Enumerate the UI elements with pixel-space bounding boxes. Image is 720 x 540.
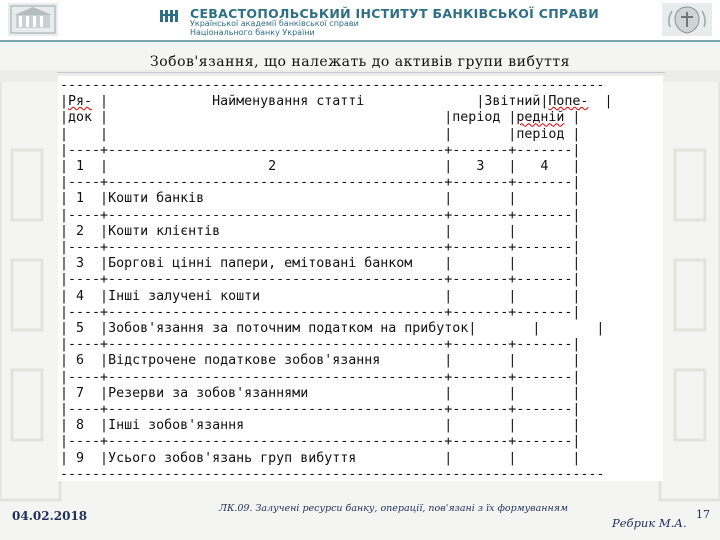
row-item-name: Боргові цінні папери, емітовані банком	[108, 256, 413, 272]
row-item-name: Відстрочене податкове зобов'язання	[108, 353, 381, 369]
row-item-name: Усього зобов'язань груп вибуття	[108, 450, 357, 466]
slide-title: Зобов'язання, що належать до активів групи вибуття	[150, 54, 570, 70]
title-underline	[57, 72, 665, 73]
institute-affiliation	[190, 20, 359, 37]
header-previous-period-line3: період	[516, 126, 565, 142]
header-item-name: Найменування статті	[212, 94, 365, 110]
header-current-period-line1: Звітний	[484, 94, 541, 110]
institute-affiliation-line2: Національного банку України	[190, 27, 315, 37]
header-row-label-line2: док	[68, 110, 93, 126]
header-divider	[0, 40, 720, 42]
row-number: 8	[76, 418, 85, 434]
page-number: 17	[696, 508, 710, 521]
row-item-name: Кошти клієнтів	[108, 223, 221, 239]
footer-date: 04.02.2018	[12, 509, 88, 523]
column-number-2: 2	[268, 159, 277, 175]
institute-emblem-left	[8, 3, 58, 36]
row-number: 6	[76, 353, 85, 369]
row-item-name: Зобов'язання за поточним податком на прибуток	[108, 321, 469, 337]
institute-logo-icon	[160, 8, 178, 24]
row-item-name: Резерви за зобов'язаннями	[108, 385, 309, 401]
row-number: 5	[76, 321, 85, 337]
column-number-1: 1	[76, 159, 85, 175]
header-banner	[0, 0, 720, 40]
header-current-period-line2: період	[452, 110, 501, 126]
footer-course-title: ЛК.09. Залучені ресурси банку, операції, пов'язані з їх формуванням	[219, 503, 568, 514]
header-previous-period-line1: Попе-	[548, 94, 589, 110]
header-row-label-line1: Ря-	[68, 94, 93, 110]
institute-name: СЕВАСТОПОЛЬСЬКИЙ ІНСТИТУТ БАНКІВСЬКОЇ СПРАВИ	[190, 6, 600, 21]
header-previous-period-line2: редній	[516, 110, 565, 126]
liabilities-table: -------------------------------------------------------------------- |Ря- | Найменування статті |Звітний|Попе- | |док | |період |редній | | | | |період | |----+------------------------------------------+-------+-------| | 1 | 2 | 3 | 4 | |----+------------------------------------------+-------+-------| | 1 |Кошти банків | | | |----+------------------------------------------+-------+-------| | 2 |Кошти клієнтів | | | |----+------------------------------------------+-------+-------| | 3 |Боргові цінні папери, емітовані банком | | | |----+------------------------------------------+-------+-------| | 4 |Інші залучені кошти | | | |----+------------------------------------------+-------+-------| | 5 |Зобов'язання за поточним податком на прибуток| | | |----+------------------------------------------+-------+-------| | 6 |Відстрочене податкове зобов'язання | | | |----+------------------------------------------+-------+-------| | 7 |Резерви за зобов'язаннями | | | |----+------------------------------------------+-------+-------| | 8 |Інші зобов'язання | | | |----+------------------------------------------+-------+-------| | 9 |Усього зобов'язань груп вибуття | | | --------------------------------------------------------------------	[60, 78, 613, 482]
coat-of-arms-emblem-right	[662, 3, 712, 36]
row-item-name: Інші залучені кошти	[108, 288, 261, 304]
row-number: 4	[76, 288, 85, 304]
column-number-3: 3	[476, 159, 485, 175]
row-number: 7	[76, 385, 85, 401]
row-item-name: Інші зобов'язання	[108, 418, 245, 434]
column-number-4: 4	[540, 159, 549, 175]
row-number: 9	[76, 450, 85, 466]
row-number: 3	[76, 256, 85, 272]
footer-author: Ребрик М.А.	[612, 516, 687, 530]
institute-affiliation-line1: Української академії банківської справи	[190, 19, 359, 28]
row-number: 1	[76, 191, 85, 207]
row-item-name: Кошти банків	[108, 191, 205, 207]
row-number: 2	[76, 223, 85, 239]
